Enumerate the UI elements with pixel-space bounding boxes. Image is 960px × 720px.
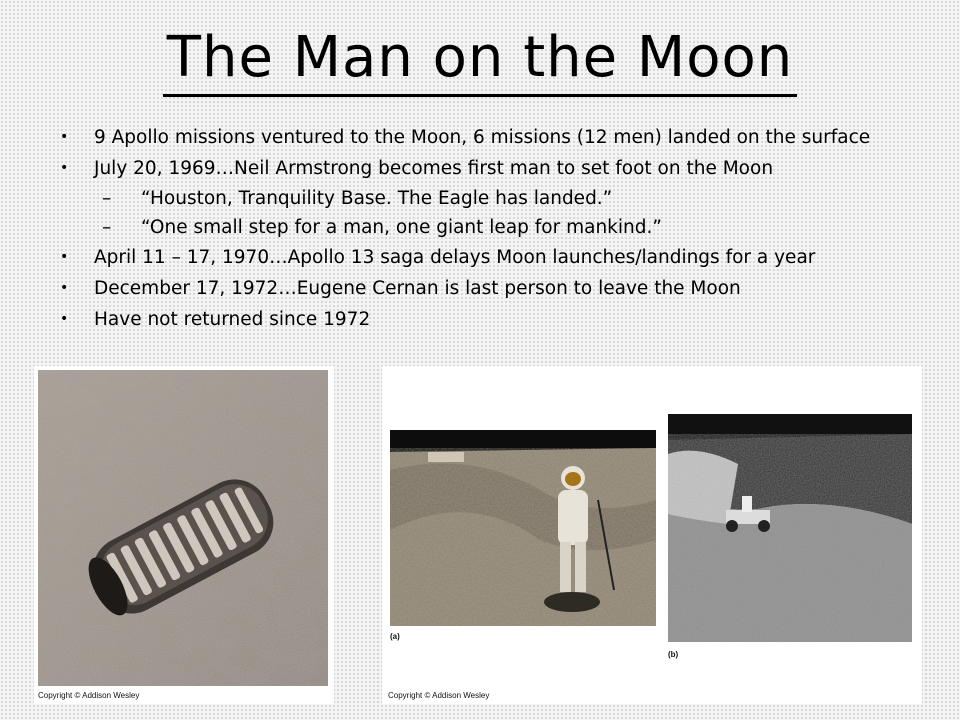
bullet-item: [58, 122, 938, 153]
sub-bullet-dash: –: [102, 217, 112, 238]
sub-bullet-item: [58, 184, 938, 213]
bullet-list: [58, 122, 938, 335]
figure-label-a: (a): [390, 632, 400, 641]
footprint-photo: [38, 370, 328, 686]
bullet-text: July 20, 1969…Neil Armstrong becomes first man to set foot on the Moon: [94, 158, 774, 179]
bullet-text: December 17, 1972…Eugene Cernan is last person to leave the Moon: [94, 278, 741, 299]
bullet-text: 9 Apollo missions ventured to the Moon, 6 missions (12 men) landed on the surface: [94, 127, 871, 148]
astronaut-photo-a: [390, 430, 656, 626]
bullet-item: [58, 304, 938, 335]
lunar-rover-image: [668, 414, 912, 642]
bullet-item: [58, 153, 938, 184]
bullet-dot: •: [60, 280, 69, 296]
bullet-item: [58, 242, 938, 273]
bullet-dot: •: [60, 311, 69, 327]
sub-bullet-dash: –: [102, 188, 112, 209]
sub-bullet-text: “One small step for a man, one giant leap for mankind.”: [141, 217, 662, 238]
title-text: The Man on the Moon: [163, 24, 797, 97]
bullet-item: [58, 273, 938, 304]
footprint-copyright: Copyright © Addison Wesley: [38, 691, 140, 700]
sub-bullet-text: “Houston, Tranquility Base. The Eagle has landed.”: [141, 188, 613, 209]
page-title: [0, 22, 960, 97]
astronaut-copyright: Copyright © Addison Wesley: [388, 691, 490, 700]
sub-bullet-item: [58, 213, 938, 242]
bullet-dot: •: [60, 249, 69, 265]
astronaut-standing-image: [390, 430, 656, 626]
figure-label-b: (b): [668, 650, 679, 659]
bootprint-image: [38, 370, 328, 686]
astronaut-photo-b: [668, 414, 912, 642]
bullet-dot: •: [60, 129, 69, 145]
bullet-text: April 11 – 17, 1970…Apollo 13 saga delays Moon launches/landings for a year: [94, 247, 816, 268]
bullet-text: Have not returned since 1972: [94, 309, 371, 330]
bullet-dot: •: [60, 160, 69, 176]
